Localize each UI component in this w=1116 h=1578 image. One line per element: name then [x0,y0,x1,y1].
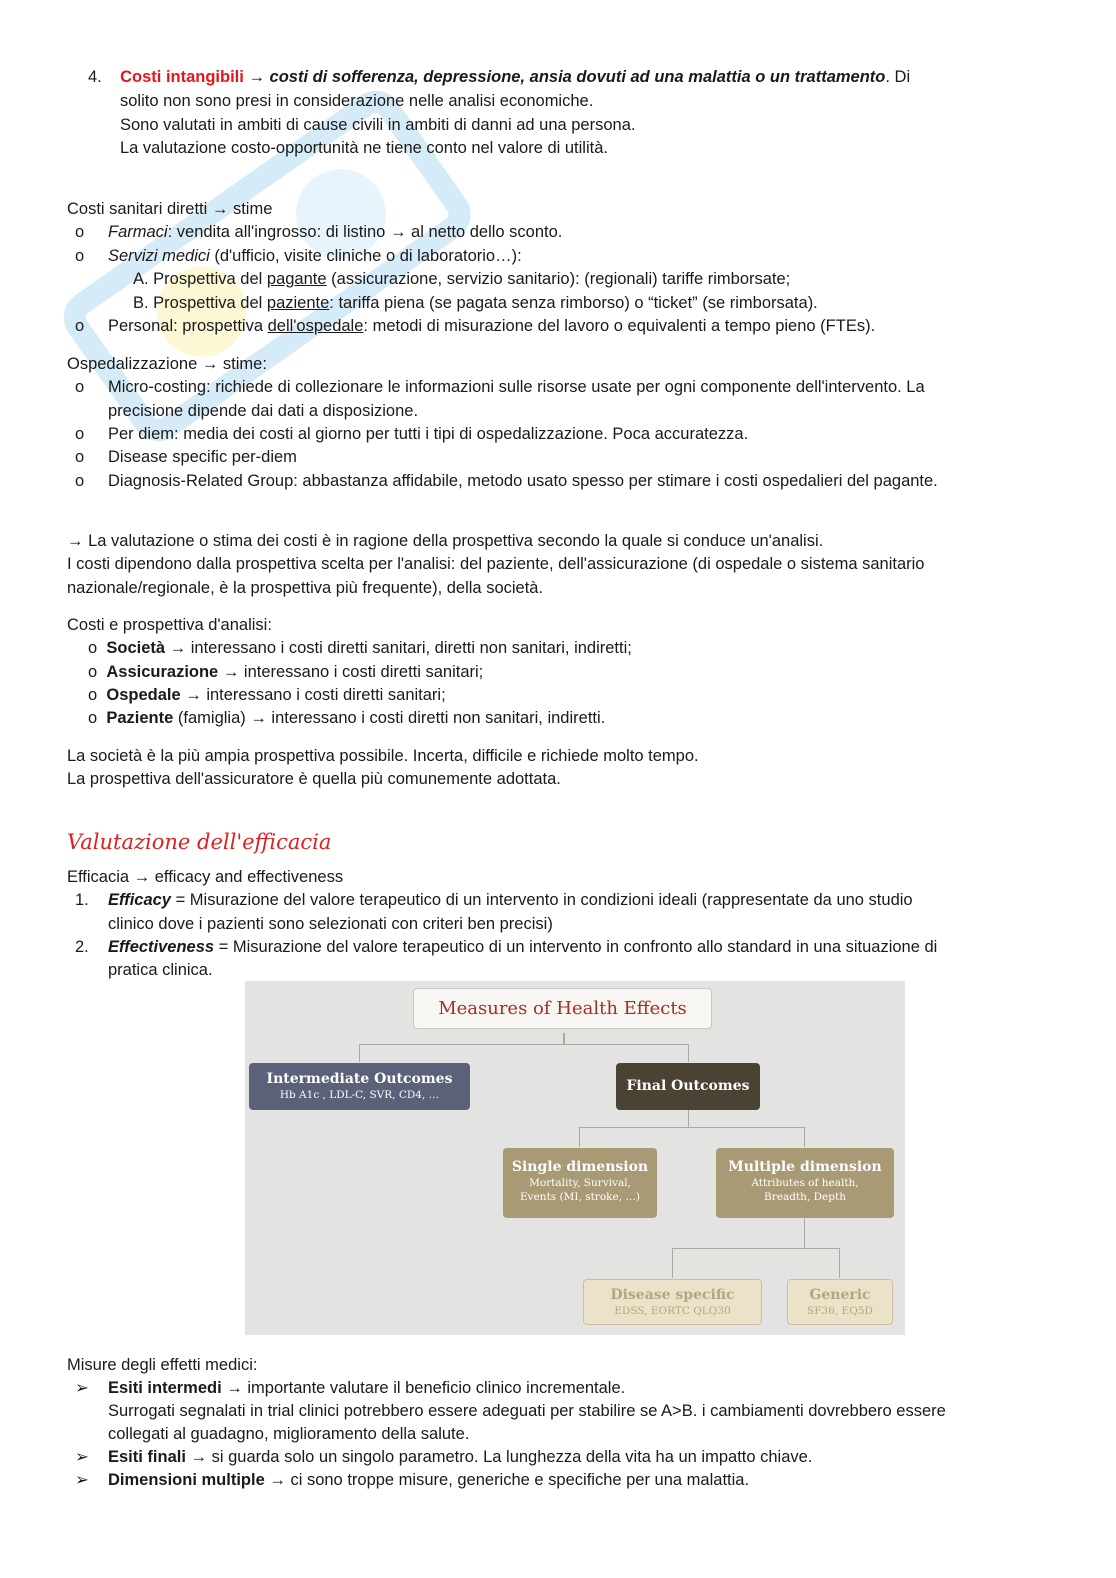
effectiveness-num: 2. [75,938,89,956]
connector [804,1127,805,1147]
intangibili-line1: 4. Costi intangibili → costi di sofferenza, depressione, ansia dovuti ad una malattia o un trattamento. Di [88,68,911,86]
prospettiva-paziente: o Paziente (famiglia) → interessano i costi diretti non sanitari, indiretti. [88,709,606,727]
intangibili-definition: costi di sofferenza, depressione, ansia dovuti ad una malattia o un trattamento [269,68,886,86]
ospedal-item-micro-cont: precisione dipende dai dati a disposizione. [108,402,419,420]
intangibili-line3: Sono valutati in ambiti di cause civili in ambiti di danni ad una persona. [120,116,636,134]
servizi-sub-a: A. Prospettiva del pagante (assicurazione, servizio sanitario): (regionali) tariffe rimborsate; [133,270,791,288]
servizi-sub-b: B. Prospettiva del paziente: tariffa piena (se pagata senza rimborso) o “ticket” (se rimborsata). [133,294,818,312]
valutazione-line2: I costi dipendono dalla prospettiva scelta per l'analisi: del paziente, dell'assicurazione (di ospedale o sistema sanitario [67,555,925,573]
ospedal-item-drg: Diagnosis-Related Group: abbastanza affidabile, metodo usato spesso per stimare i costi ospedalieri del pagante. [108,472,938,490]
ospedal-item-disease: Disease specific per-diem [108,448,297,466]
costi-sanitari-title: Costi sanitari diretti → stime [67,200,273,218]
misure-esiti-intermedi-cont2: collegati al guadagno, miglioramento della salute. [108,1425,470,1443]
prospettive-note2: La prospettiva dell'assicuratore è quella più comunemente adottata. [67,770,561,788]
diagram-final-outcomes: Final Outcomes [616,1063,760,1110]
connector [672,1248,840,1249]
effectiveness-item: Effectiveness = Misurazione del valore terapeutico di un intervento in confronto allo standard in una situazione di [108,938,938,956]
health-effects-diagram [245,981,905,1335]
diagram-root: Measures of Health Effects [413,988,712,1029]
misure-esiti-finali: Esiti finali → si guarda solo un singolo parametro. La lunghezza della vita ha un impatto chiave. [108,1448,813,1466]
efficacy-item: Efficacy = Misurazione del valore terapeutico di un intervento in condizioni ideali (rappresentate da uno studio [108,891,913,909]
personal-item: Personal: prospettiva dell'ospedale: metodi di misurazione del lavoro o equivalenti a tempo pieno (FTEs). [108,317,876,335]
prospettiva-assicurazione: o Assicurazione → interessano i costi diretti sanitari; [88,663,484,681]
misure-esiti-intermedi: Esiti intermedi → importante valutare il beneficio clinico incrementale. [108,1379,626,1397]
farmaci-item: Farmaci: vendita all'ingrosso: di listino → al netto dello sconto. [108,223,563,241]
ospedal-item-perdiem: Per diem: media dei costi al giorno per tutti i tipi di ospedalizzazione. Poca accuratezza. [108,425,749,443]
prospettive-title: Costi e prospettiva d'analisi: [67,616,272,634]
connector [579,1127,580,1147]
connector [839,1248,840,1278]
connector [688,1044,689,1062]
bullet-servizi: o [75,247,85,265]
connector [688,1110,689,1128]
misure-esiti-intermedi-cont1: Surrogati segnalati in trial clinici potrebbero essere adeguati per stabilire se A>B. i cambiamenti dovrebbero essere [108,1402,946,1420]
servizi-item: Servizi medici (d'ufficio, visite cliniche o di laboratorio…): [108,247,522,265]
arrow-bullet-icon: ➢ [75,1471,89,1489]
efficacy-item-cont: clinico dove i pazienti sono selezionati con criteri ben precisi) [108,915,553,933]
prospettiva-societa: o Società → interessano i costi diretti sanitari, diretti non sanitari, indiretti; [88,639,632,657]
diagram-single-dimension: Single dimension Mortality, Survival, Events (MI, stroke, …) [503,1148,657,1218]
valutazione-line1: → La valutazione o stima dei costi è in ragione della prospettiva secondo la quale si conduce un'analisi. [67,532,824,550]
bullet-drg: o [75,472,85,490]
bullet-perdiem: o [75,425,85,443]
effectiveness-item-cont: pratica clinica. [108,961,213,979]
intangibili-line2: solito non sono presi in considerazione nelle analisi economiche. [120,92,594,110]
diagram-intermediate-outcomes: Intermediate Outcomes Hb A1c , LDL-C, SVR, CD4, … [249,1063,470,1110]
prospettive-note1: La società è la più ampia prospettiva possibile. Incerta, difficile e richiede molto tempo. [67,747,699,765]
arrow-bullet-icon: ➢ [75,1448,89,1466]
prospettiva-ospedale: o Ospedale → interessano i costi diretti sanitari; [88,686,446,704]
efficacia-intro: Efficacia → efficacy and effectiveness [67,868,344,886]
diagram-multiple-dimension: Multiple dimension Attributes of health, Breadth, Depth [716,1148,894,1218]
connector [579,1127,805,1128]
ospedalizzazione-title: Ospedalizzazione → stime: [67,355,267,373]
bullet-disease: o [75,448,85,466]
misure-dimensioni-multiple: Dimensioni multiple → ci sono troppe misure, generiche e specifiche per una malattia. [108,1471,750,1489]
connector [672,1248,673,1278]
arrow-bullet-icon: ➢ [75,1379,89,1397]
connector [359,1044,360,1062]
ospedal-item-micro: Micro-costing: richiede di collezionare le informazioni sulle risorse usate per ogni componente dell'intervento. La [108,378,925,396]
bullet-farmaci: o [75,223,85,241]
connector [804,1218,805,1248]
efficacy-num: 1. [75,891,89,909]
diagram-disease-specific: Disease specific EDSS, EORTC QLQ30 [583,1279,762,1325]
intangibili-term: Costi intangibili [120,68,244,86]
intangibili-line4: La valutazione costo-opportunità ne tiene conto nel valore di utilità. [120,139,608,157]
diagram-generic: Generic SF36, EQ5D [787,1279,893,1325]
valutazione-line3: nazionale/regionale, è la prospettiva più frequente), della società. [67,579,544,597]
section-heading-efficacia: Valutazione dell'efficacia [67,830,332,854]
bullet-personal: o [75,317,85,335]
misure-title: Misure degli effetti medici: [67,1356,258,1374]
connector [359,1044,689,1045]
bullet-micro: o [75,378,85,396]
